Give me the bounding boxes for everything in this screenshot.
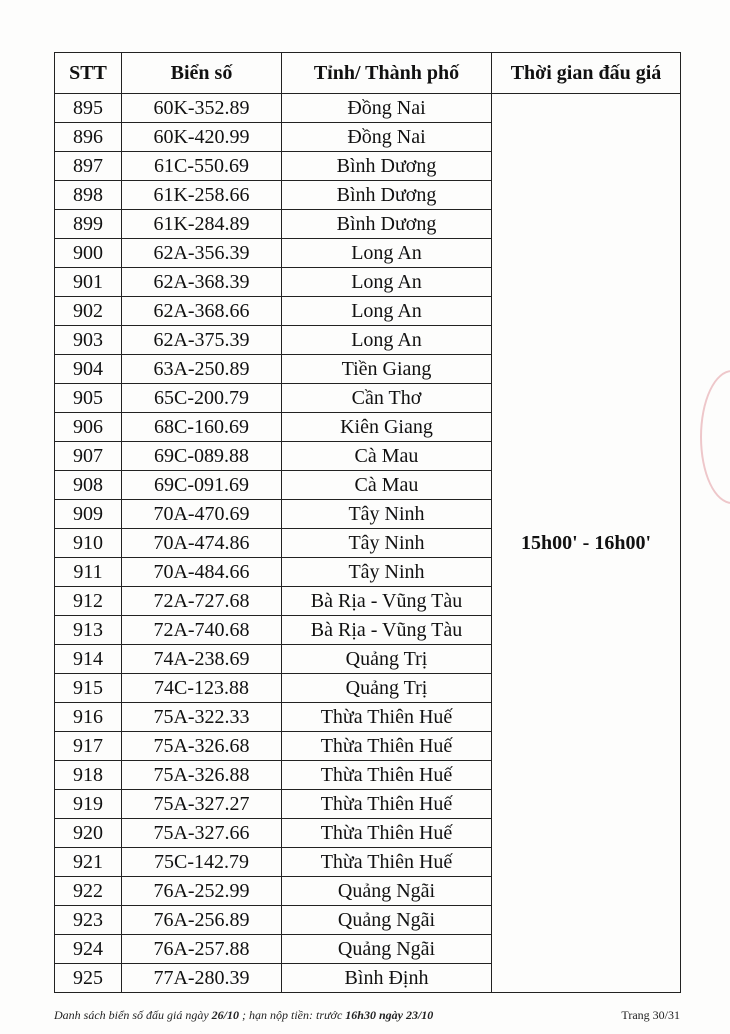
cell-plate: 76A-257.88 (122, 935, 282, 964)
cell-stt: 922 (55, 877, 122, 906)
footer-prefix: Danh sách biển số đấu giá ngày (54, 1008, 212, 1022)
page-number: Trang 30/31 (621, 1008, 680, 1022)
cell-plate: 62A-368.39 (122, 268, 282, 297)
cell-province: Tiền Giang (282, 355, 492, 384)
footer-auction-date: 26/10 (211, 1008, 239, 1022)
cell-plate: 63A-250.89 (122, 355, 282, 384)
cell-plate: 61K-258.66 (122, 181, 282, 210)
cell-stt: 920 (55, 819, 122, 848)
cell-stt: 914 (55, 645, 122, 674)
cell-province: Tây Ninh (282, 558, 492, 587)
cell-province: Bình Dương (282, 181, 492, 210)
cell-province: Cà Mau (282, 471, 492, 500)
cell-province: Quảng Ngãi (282, 906, 492, 935)
cell-province: Tây Ninh (282, 529, 492, 558)
cell-stt: 912 (55, 587, 122, 616)
cell-province: Bà Rịa - Vũng Tàu (282, 587, 492, 616)
cell-plate: 72A-740.68 (122, 616, 282, 645)
cell-plate: 65C-200.79 (122, 384, 282, 413)
cell-plate: 62A-368.66 (122, 297, 282, 326)
cell-province: Tây Ninh (282, 500, 492, 529)
cell-plate: 70A-470.69 (122, 500, 282, 529)
cell-plate: 61K-284.89 (122, 210, 282, 239)
cell-province: Đồng Nai (282, 94, 492, 123)
cell-province: Thừa Thiên Huế (282, 819, 492, 848)
table-row (55, 94, 681, 123)
cell-stt: 915 (55, 674, 122, 703)
cell-plate: 75A-327.66 (122, 819, 282, 848)
cell-plate: 68C-160.69 (122, 413, 282, 442)
cell-stt: 916 (55, 703, 122, 732)
header-province: Tỉnh/ Thành phố (282, 53, 492, 94)
cell-plate: 70A-484.66 (122, 558, 282, 587)
cell-plate: 62A-356.39 (122, 239, 282, 268)
cell-province: Thừa Thiên Huế (282, 732, 492, 761)
cell-stt: 923 (55, 906, 122, 935)
header-time: Thời gian đấu giá (492, 53, 681, 94)
cell-plate: 75A-327.27 (122, 790, 282, 819)
cell-stt: 899 (55, 210, 122, 239)
footer-note (54, 1008, 433, 1023)
cell-stt: 897 (55, 152, 122, 181)
red-stamp-mark (700, 370, 730, 504)
cell-plate: 75C-142.79 (122, 848, 282, 877)
cell-stt: 907 (55, 442, 122, 471)
cell-stt: 905 (55, 384, 122, 413)
cell-province: Long An (282, 326, 492, 355)
cell-plate: 75A-322.33 (122, 703, 282, 732)
cell-province: Thừa Thiên Huế (282, 761, 492, 790)
cell-stt: 908 (55, 471, 122, 500)
cell-province: Bà Rịa - Vũng Tàu (282, 616, 492, 645)
cell-plate: 60K-352.89 (122, 94, 282, 123)
page-footer (54, 1008, 680, 1023)
cell-province: Quảng Ngãi (282, 877, 492, 906)
cell-plate: 72A-727.68 (122, 587, 282, 616)
cell-province: Bình Định (282, 964, 492, 993)
footer-middle: ; hạn nộp tiền: trước (239, 1008, 346, 1022)
cell-province: Thừa Thiên Huế (282, 848, 492, 877)
cell-province: Đồng Nai (282, 123, 492, 152)
cell-stt: 917 (55, 732, 122, 761)
cell-province: Quảng Trị (282, 645, 492, 674)
table-header-row (55, 53, 681, 94)
cell-province: Thừa Thiên Huế (282, 703, 492, 732)
cell-stt: 902 (55, 297, 122, 326)
cell-province: Long An (282, 239, 492, 268)
cell-plate: 76A-252.99 (122, 877, 282, 906)
cell-stt: 910 (55, 529, 122, 558)
header-plate: Biển số (122, 53, 282, 94)
cell-province: Quảng Trị (282, 674, 492, 703)
cell-province: Thừa Thiên Huế (282, 790, 492, 819)
cell-plate: 69C-089.88 (122, 442, 282, 471)
cell-province: Bình Dương (282, 210, 492, 239)
cell-plate: 76A-256.89 (122, 906, 282, 935)
cell-plate: 60K-420.99 (122, 123, 282, 152)
cell-plate: 61C-550.69 (122, 152, 282, 181)
cell-stt: 903 (55, 326, 122, 355)
cell-stt: 921 (55, 848, 122, 877)
cell-province: Long An (282, 297, 492, 326)
cell-stt: 909 (55, 500, 122, 529)
cell-plate: 74C-123.88 (122, 674, 282, 703)
cell-province: Kiên Giang (282, 413, 492, 442)
cell-stt: 919 (55, 790, 122, 819)
cell-stt: 895 (55, 94, 122, 123)
cell-stt: 925 (55, 964, 122, 993)
cell-stt: 913 (55, 616, 122, 645)
cell-stt: 896 (55, 123, 122, 152)
cell-plate: 62A-375.39 (122, 326, 282, 355)
cell-stt: 898 (55, 181, 122, 210)
cell-stt: 906 (55, 413, 122, 442)
cell-plate: 75A-326.68 (122, 732, 282, 761)
cell-plate: 69C-091.69 (122, 471, 282, 500)
table-body (55, 94, 681, 993)
cell-province: Bình Dương (282, 152, 492, 181)
cell-province: Cần Thơ (282, 384, 492, 413)
header-stt: STT (55, 53, 122, 94)
cell-stt: 924 (55, 935, 122, 964)
cell-stt: 918 (55, 761, 122, 790)
cell-plate: 70A-474.86 (122, 529, 282, 558)
cell-stt: 901 (55, 268, 122, 297)
cell-province: Quảng Ngãi (282, 935, 492, 964)
cell-stt: 911 (55, 558, 122, 587)
cell-province: Cà Mau (282, 442, 492, 471)
cell-province: Long An (282, 268, 492, 297)
cell-plate: 77A-280.39 (122, 964, 282, 993)
cell-plate: 75A-326.88 (122, 761, 282, 790)
footer-deadline: 16h30 ngày 23/10 (345, 1008, 434, 1022)
plates-table (54, 52, 681, 993)
cell-stt: 904 (55, 355, 122, 384)
cell-auction-time: 15h00' - 16h00' (492, 94, 681, 993)
cell-plate: 74A-238.69 (122, 645, 282, 674)
cell-stt: 900 (55, 239, 122, 268)
